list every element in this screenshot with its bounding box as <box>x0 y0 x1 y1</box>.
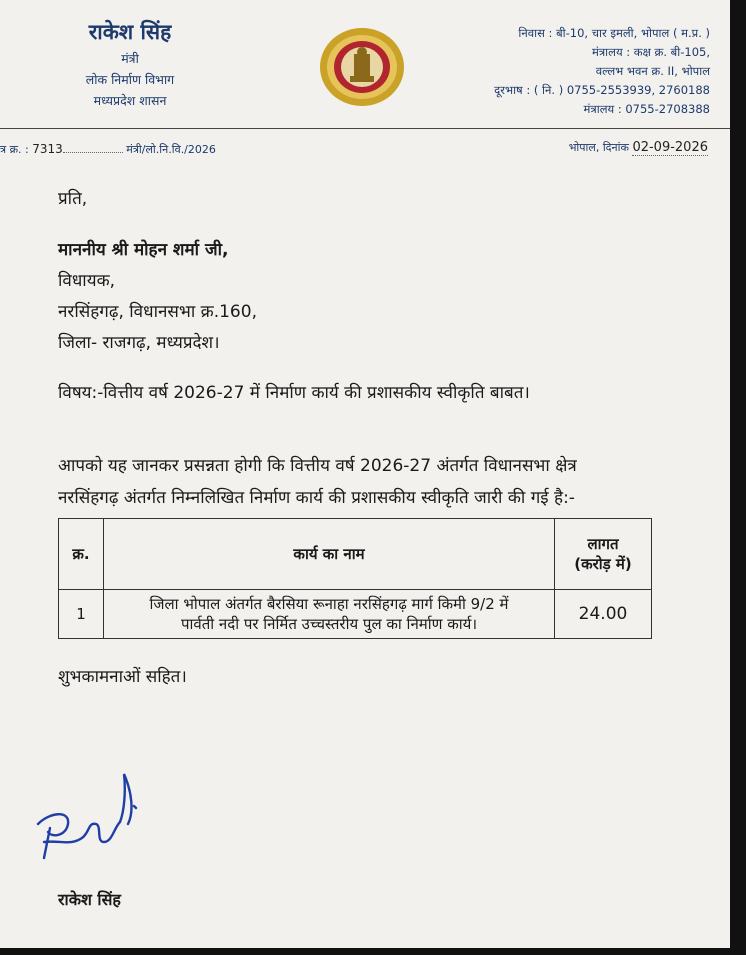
phone-residence: दूरभाष : ( नि. ) 0755-2553939, 2760188 <box>494 83 710 97</box>
cell-work-name <box>104 590 555 639</box>
designation: मंत्री <box>121 51 139 66</box>
letterhead-left <box>30 18 230 109</box>
reference-number <box>0 142 216 157</box>
phone-office: मंत्रालय : 0755-2708388 <box>583 102 710 116</box>
header-divider <box>0 128 730 129</box>
subject-line: विषय:-वित्तीय वर्ष 2026-27 में निर्माण कार्य की प्रशासकीय स्वीकृति बाबत। <box>58 383 530 403</box>
state-emblem-icon <box>318 26 406 108</box>
cell-sno: 1 <box>59 590 104 639</box>
letter-date <box>569 140 708 155</box>
government: मध्यप्रदेश शासन <box>93 93 167 108</box>
closing-wishes: शुभकामनाओं सहित। <box>58 667 187 687</box>
office-address-line1: मंत्रालय : कक्ष क्र. बी-105, <box>591 45 710 59</box>
residence-address: निवास : बी-10, चार इमली, भोपाल ( म.प्र. ) <box>518 26 710 40</box>
minister-name: राकेश सिंह <box>88 20 172 44</box>
works-table <box>58 518 652 639</box>
recipient-address <box>58 235 698 359</box>
date-value: 02-09-2026 <box>632 140 708 155</box>
address-line-3: नरसिंहगढ़, विधानसभा क्र.160, <box>58 302 257 322</box>
handwritten-signature <box>30 762 170 872</box>
work-line-2: पार्वती नदी पर निर्मित उच्चस्तरीय पुल का निर्माण कार्य। <box>180 615 478 633</box>
header-cost <box>555 519 652 590</box>
department: लोक निर्माण विभाग <box>85 72 175 87</box>
header-work-name: कार्य का नाम <box>104 519 555 590</box>
reference-dots <box>63 152 123 153</box>
header-cost-unit: (करोड़ में) <box>574 555 632 573</box>
office-address-line2: वल्लभ भवन क्र. II, भोपाल <box>595 64 710 78</box>
table-header-row <box>59 519 652 590</box>
table-row <box>59 590 652 639</box>
date-label: भोपाल, दिनांक <box>568 141 629 154</box>
paragraph-line-1: आपको यह जानकर प्रसन्नता होगी कि वित्तीय वर्ष 2026-27 अंतर्गत विधानसभा क्षेत्र <box>58 456 577 476</box>
address-line-2: विधायक, <box>58 271 116 291</box>
letterhead-right <box>452 24 710 119</box>
salutation: प्रति, <box>58 189 88 209</box>
reference-suffix: मंत्री/लो.नि.वि./2026 <box>126 143 216 156</box>
header-sno: क्र. <box>59 519 104 590</box>
address-line-1: माननीय श्री मोहन शर्मा जी, <box>58 240 229 260</box>
work-line-1: जिला भोपाल अंतर्गत बैरसिया रूनाहा नरसिंहगढ़ मार्ग किमी 9/2 में <box>149 595 509 613</box>
cell-cost: 24.00 <box>555 590 652 639</box>
header-cost-label: लागत <box>587 535 619 553</box>
reference-handwritten-number: 7313 <box>32 142 63 156</box>
signer-name: राकेश सिंह <box>58 890 121 909</box>
paragraph-line-2: नरसिंहगढ़ अंतर्गत निम्नलिखित निर्माण कार्य की प्रशासकीय स्वीकृति जारी की गई है:- <box>58 488 575 508</box>
address-line-4: जिला- राजगढ़, मध्यप्रदेश। <box>58 333 220 353</box>
reference-prefix: त्र क्र. : <box>0 143 29 156</box>
body-paragraph <box>58 450 698 514</box>
